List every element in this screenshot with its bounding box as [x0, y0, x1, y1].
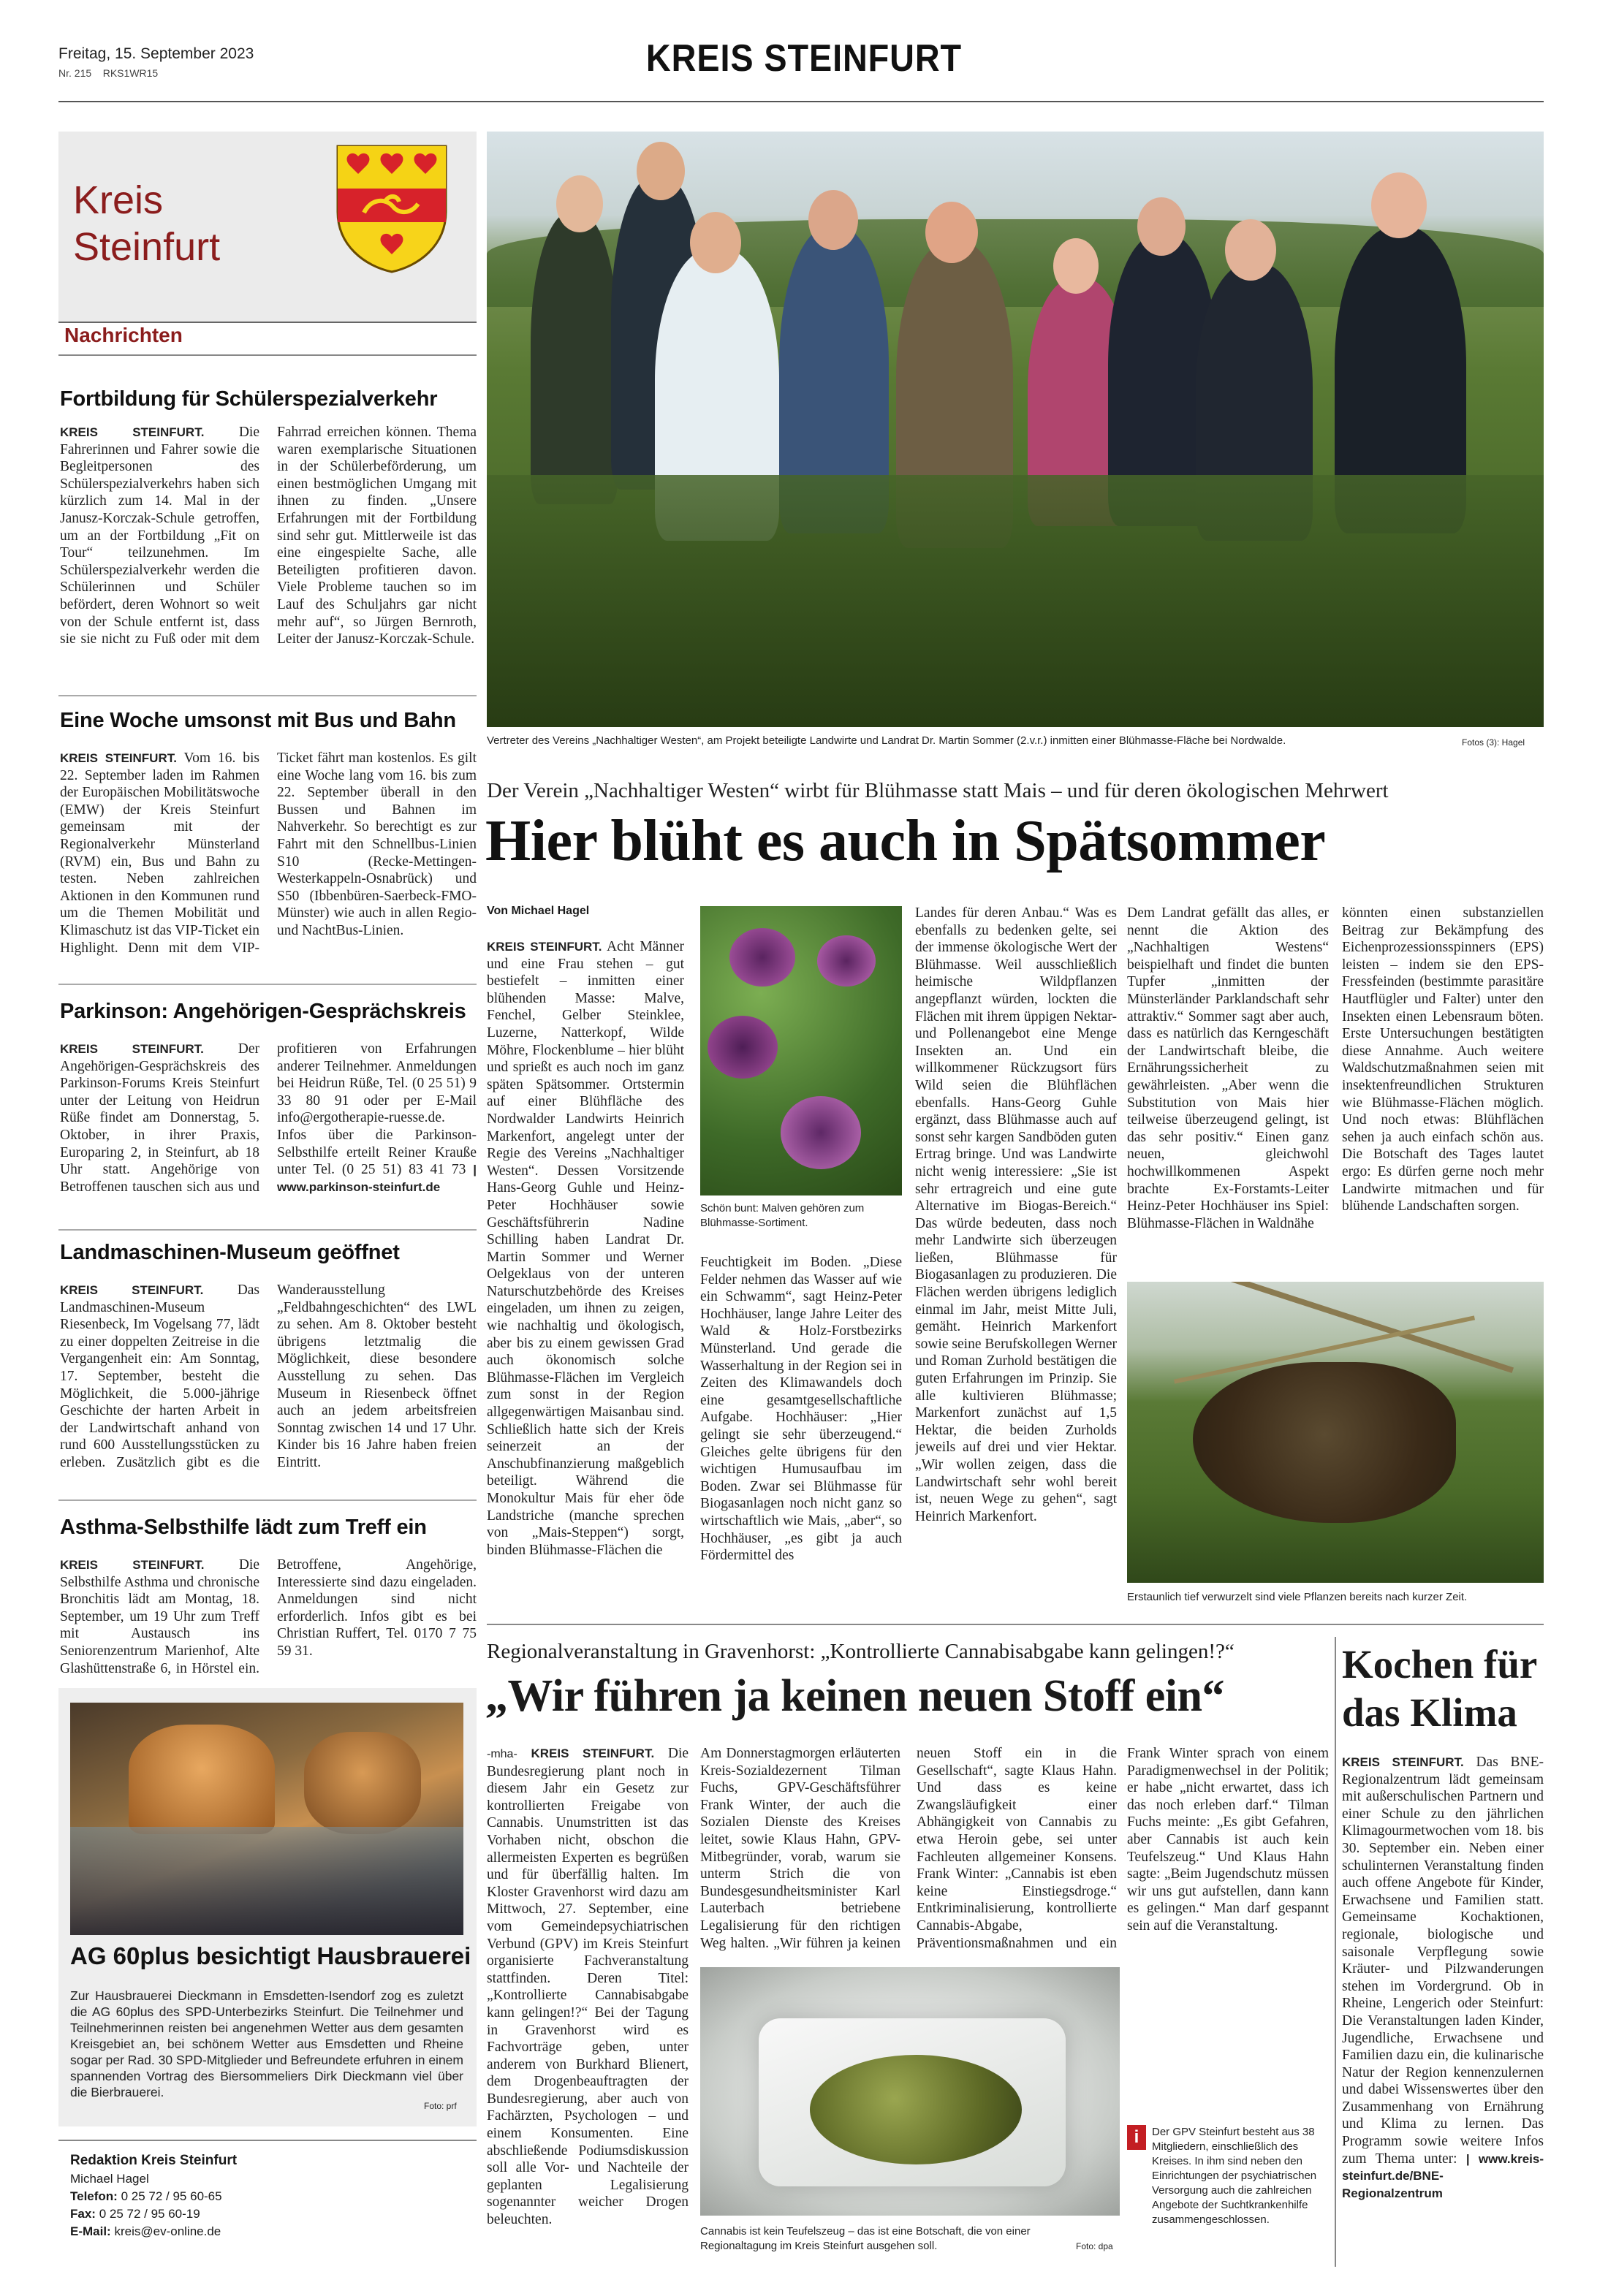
- ag60-body: Zur Hausbrauerei Dieckmann in Emsdetten-Isendorf zog es zuletzt die AG 60plus des SPD-Unterbezirks Steinfurt. Die Teilnehmer und Teilnehmerinnen reisten bei angenehmen Wetter aus dem gesamten Kreisgebiet an, bei schönem Wetter aus Emsdetten und Rheine sogar per Rad. 30 SPD-Mitglieder und Befreundete erfuhren in einem spannenden Vortrag des Biersommeliers Dirk Dieckmann viel über die Bierbrauerei.: [70, 1988, 463, 2099]
- news-body: [60, 750, 477, 976]
- section-title: KREIS STEINFURT: [645, 37, 963, 80]
- news-body: [60, 1556, 477, 1695]
- news-link[interactable]: | www.parkinson-steinfurt.de: [277, 1163, 477, 1194]
- cannabis-col1-text: Die Bundesregierung plant noch in diesem Jahr ein Gesetz zur kontrollierten Freigabe von Cannabis. Unumstritten ist das Vorhaben nicht, obschon die allermeisten Experten es begrüßen und für überfällig halten. Im Kloster Gravenhorst wird dazu am Mittwoch, 27. September, eine vom Gemeindepsychiatrischen Verbund (GPV) im Kreis Steinfurt organisierte Fachveranstaltung stattfinden. Deren Titel: „Kontrollierte Cannabisabgabe kann gelingen!?“ Bei der Tagung in Gravenhorst wird es Fachvorträge geben, unter anderem von Burkhard Blienert, dem Drogenbeauftragten der Bundesregierung, aber auch von Fachärzten, Psychologen – und einem Konsumenten. Eine abschließende Podiumsdiskussion soll alle Vor- und Nachteile der geplanten Legalisierung sogenannter weicher Drogen beleuchten.: [487, 1746, 689, 2228]
- news-divider: [58, 1499, 477, 1501]
- main-col5: könnten einen substanziellen Beitrag zur Bekämpfung des Eichenprozessionsspinners (EPS) leisten – indem sie den EPS-Fressfeinden (bestimmte parasitäre Hautflügler und Falter) unter den Insekten einen Lebensraum böten. Erste Untersuchungen bestätigten diese Annahme. Auch weitere Waldschutzmaßnahmen seien mit insektenfreundlichen Strukturen wie Blühmasse-Flächen möglich. Und noch etwas: Blühflächen sehen ja auch einfach schön aus. Die Botschaft des Tages lautet ergo: Es dürfen gerne noch mehr Landwirte mitmachen und für blühende Landschaften sorgen.: [1342, 905, 1544, 1214]
- info-icon: i: [1127, 2125, 1146, 2150]
- brewery-photo: [70, 1703, 463, 1935]
- news-divider: [58, 984, 477, 985]
- main-headline: Hier blüht es auch in Spätsommer: [485, 809, 1326, 873]
- cannabis-photo-caption: Cannabis ist kein Teufelszeug – das ist eine Botschaft, die von einer Regionaltagung im Kreis Steinfurt ausgehen soll.: [700, 2225, 1031, 2252]
- news-body: [60, 1041, 477, 1232]
- cannabis-author: -mha-: [487, 1748, 517, 1760]
- main-col4: Dem Landrat gefällt das alles, er nennt die Aktion des „Nachhaltigen Westens“ beispielhaft und findet die bunten Tupfer „inmitten der Münsterländer Parklandschaft sehr attraktiv.“ Sommer sagt aber auch, dass es natürlich das Kerngeschäft der Landwirtschaft bleibe, die Ernährungssicherheit zu gewährleisten. „Aber wenn die Substitution von Mais hier teilweise überzeugend gelingt, ist das sehr positiv.“ Einen ganz neuen, gleichwohl hochwillkommenen Aspekt brachte Ex-Forstamts-Leiter Heinz-Peter Hochhäuser ins Spiel: Blühmasse-Flächen in Waldnähe: [1127, 905, 1329, 1231]
- cannabis-kicker: Regionalveranstaltung in Gravenhorst: „Kontrollierte Cannabisabgabe kann gelingen!?“: [487, 1640, 1235, 1663]
- group-photo: [487, 132, 1544, 727]
- news-text: Das Landmaschinen-Museum Riesenbeck, Im Vogelsang 77, lädt zu einer doppelten Zeitreise in die Vergangenheit ein: Am Sonntag, 17. September, besteht die Möglichkeit, die 5.000-jährige Geschichte der harten Arbeit in der Landwirtschaft anhand von rund 600 Ausstellungsstücken zu erleben. Zusätzlich gibt es die Wanderausstellung „Feldbahngeschichten“ des LWL zu sehen. Am 8. Oktober besteht übrigens letztmalig die Möglichkeit, diese besondere Ausstellung zu sehen. Das Museum in Riesenbeck öffnet auch an jedem arbeitsfreien Sonntag zwischen 14 und 17 Uhr. Kinder bis 16 Jahre haben freien Eintritt.: [60, 1282, 477, 1470]
- news-dateline: KREIS STEINFURT.: [60, 751, 177, 765]
- news-body: [60, 1282, 477, 1491]
- info-box: [1127, 2125, 1329, 2254]
- news-text: Die Fahrerinnen und Fahrer sowie die Begleitpersonen des Schülerspezialverkehrs haben sich kürzlich zum 14. Mal in der Janusz-Korczak-Schule getroffen, um an der Fortbildung „Fit on Tour“ teilzunehmen. Im Schülerspezialverkehr werden die Schülerinnen und Schüler befördert, deren Wohnort so weit von der Schule entfernt ist, dass sie sie nicht zu Fuß oder mit dem Fahrrad erreichen können. Thema waren exemplarische Situationen in der Schülerbeförderung, um einen bestmöglichen Umgang mit ihnen zu finden. „Unsere Erfahrungen mit der Fortbildung sind sehr gut. Mittlerweile ist das eine eingespielte Sache, alle Beteiligten profitieren davon. Viele Probleme tauchen so im Lauf des Schuljahrs gar nicht mehr auf“, so Jürgen Bernroth, Leiter der Janusz-Korczak-Schule.: [60, 425, 477, 647]
- klima-link[interactable]: | www.kreis-steinfurt.de/BNE-Regionalzentrum: [1342, 2151, 1544, 2200]
- news-title: Parkinson: Angehörigen-Gesprächskreis: [60, 1000, 466, 1023]
- cannabis-headline: „Wir führen ja keinen neuen Stoff ein“: [485, 1671, 1224, 1721]
- redaktion-email: E-Mail: kreis@ev-online.de: [70, 2224, 221, 2238]
- news-divider: [58, 695, 477, 696]
- main-dateline: KREIS STEINFURT.: [487, 940, 602, 954]
- shield-crest-icon: [335, 143, 449, 275]
- news-dateline: KREIS STEINFURT.: [60, 425, 205, 439]
- cannabis-photo-credit: Foto: dpa: [1076, 2241, 1113, 2251]
- roots-photo: [1127, 1282, 1544, 1583]
- redaktion-phone: Telefon: 0 25 72 / 95 60-65: [70, 2189, 222, 2203]
- news-dateline: KREIS STEINFURT.: [60, 1558, 205, 1572]
- news-title: Eine Woche umsonst mit Bus und Bahn: [60, 709, 456, 732]
- group-photo-credit: Fotos (3): Hagel: [1462, 737, 1525, 748]
- header-date: Freitag, 15. September 2023: [58, 45, 254, 62]
- mallow-caption: Schön bunt: Malven gehören zum Blühmasse-Sortiment.: [700, 1202, 865, 1229]
- main-byline: Von Michael Hagel: [487, 905, 590, 917]
- klima-body: [1342, 1754, 1544, 2236]
- cannabis-col3: Frank Winter sprach von einem Paradigmenwechsel in der Politik; er habe „nicht erwartet, dass ich das noch erleben darf.“ Tilman Fuchs meinte: „Es gibt Gefahren, aber Cannabis ist auch kein Teufelszeug.“ Und Klaus Hahn sagte: „Beim Jugendschutz müssen wir uns gut aufstellen, dann kann es gelingen.“ Man darf gespannt sein auf die Veranstaltung.: [1127, 1746, 1329, 1934]
- news-divider: [58, 1229, 477, 1231]
- redaktion-name: Michael Hagel: [70, 2172, 149, 2186]
- klima-divider: [1335, 1637, 1336, 2267]
- news-title: Fortbildung für Schülerspezialverkehr: [60, 387, 438, 411]
- header-rule: [58, 101, 1544, 102]
- brand-name-line2: Steinfurt: [73, 225, 221, 269]
- klima-headline-line1: Kochen für: [1342, 1642, 1538, 1687]
- klima-text: Das BNE-Regionalzentrum lädt gemeinsam mit außerschulischen Partnern und einer Schule zu den jährlichen Klimagourmetwochen vom 18. bis 30. September ein. Neben einer schulinternen Veranstaltung finden auch offene Angebote für Kinder, Erwachsene und Familien statt. Gemeinsame Kochaktionen, regionale, biologische und saisonale Verpflegung sowie Kräuter- und Pilzwanderungen stehen im Vordergrund. Ob in Rheine, Lengerich oder Steinfurt: Die Veranstaltungen laden Kinder, Jugendliche, Erwachsene und Familien dazu ein, die kulinarische Natur der Region kennenzulernen und dabei Wissenswertes über den Zusammenhang von Ernährung und Klima zu lernen. Das Programm sowie weitere Infos zum Thema unter:: [1342, 1755, 1544, 2167]
- mallow-photo: [700, 906, 902, 1195]
- news-title: Asthma-Selbsthilfe lädt zum Treff ein: [60, 1516, 427, 1539]
- brand-name-line1: Kreis: [73, 178, 164, 222]
- ag60-credit: Foto: prf: [424, 2101, 457, 2111]
- roots-caption: Erstaunlich tief verwurzelt sind viele Pflanzen bereits nach kurzer Zeit.: [1127, 1591, 1468, 1603]
- cannabis-rule: [487, 1624, 1544, 1625]
- section-label: Nachrichten: [64, 324, 183, 346]
- group-photo-caption: Vertreter des Vereins „Nachhaltiger Westen“, am Projekt beteiligte Landwirte und Landrat Dr. Martin Sommer (2.v.r.) inmitten einer Blühmasse-Fläche bei Nordwalde.: [487, 734, 1286, 747]
- cannabis-dateline: KREIS STEINFURT.: [531, 1746, 655, 1760]
- ag60-title: AG 60plus besichtigt Hausbrauerei: [70, 1942, 471, 1969]
- news-text: Die Selbsthilfe Asthma und chronische Bronchitis lädt am Montag, 18. September, um 19 Uhr zum Treff mit Austausch ins Seniorenzentrum Marienhof, Alte Glashüttenstraße 6, in Hörstel ein. Betroffene, Angehörige, Interessierte sind dazu eingeladen. Anmeldungen sind nicht erforderlich. Infos gibt es bei Christian Ruffert, Tel. 0170 7 75 59 31.: [60, 1557, 477, 1676]
- redaktion-rule: [58, 2140, 477, 2141]
- news-dateline: KREIS STEINFURT.: [60, 1042, 204, 1056]
- news-text: Vom 16. bis 22. September laden im Rahmen der Europäischen Mobilitätswoche (EMW) der Kreis Steinfurt gemeinsam mit der Regionalverkehr Münsterland (RVM) ein, Bus und Bahn zu testen. Neben zahlreichen Aktionen in den Kommunen rund um die Themen Mobilität und Klimaschutz ist das VIP-Ticket ein Highlight. Denn mit dem VIP-Ticket fährt man kostenlos. Es gilt eine Woche lang vom 16. bis zum 22. September überall in den Bussen und Bahnen im Nahverkehr. So berechtigt es zur Fahrt mit den Schnellbus-Linien S10 (Recke-Mettingen-Westerkappeln-Osnabrück) und S50 (Ibbenbüren-Saerbeck-FMO-Münster) wie auch in allen Regio- und NachtBus-Linien.: [60, 750, 477, 956]
- main-col1-text: Acht Männer und eine Frau stehen – gut bestiefelt – inmitten einer blühenden Masse: Malve, Fenchel, Gelber Steinklee, Luzerne, Natterkopf, Wilde Möhre, Flockenblume – hier blüht und sprießt es auch noch im ganz späten Spätsommer. Ortstermin auf einer Blühfläche des Nordwalder Landwirts Heinrich Markenfort, angelegt unter der Regie des Vereins „Nachhaltiger Westen“. Dessen Vorsitzende Hans-Georg Guhle und Heinz-Peter Hochhäuser sowie Geschäftsführerin Nadine Schilling haben Landrat Dr. Martin Sommer und Werner Oelgeklaus von der unteren Naturschutzbehörde des Kreises eingeladen, um ihnen zu zeigen, wie nachhaltig und ökologisch, aber bis zu einem gewissen Grad auch ökonomisch solche Blühmasse-Flächen im Vergleich zum sonst in der Region allgegenwärtigen Maisanbau sind. Schließlich hatte sich der Kreis seinerzeit an der Anschubfinanzierung maßgeblich beteiligt. Während die Monokultur Mais für eher öde Landstriche (manche sprechen von „Mais-Steppen“) sorgt, binden Blühmasse-Flächen die: [487, 939, 684, 1558]
- main-col3: Landes für deren Anbau.“ Was es ebenfalls zu bedenken gelte, sei der immense ökologische Wert der Blühmasse. Weil ausschließlich heimische Wildpflanzen angepflanzt würden, lockten die Flächen mit ihrem üppigen Nektar- und Pollenangebot eine Menge Insekten an. Und ein willkommener Rückzugsort fürs Wild seien die Blühflächen ebenfalls. Hans-Georg Guhle ergänzt, dass Blühmasse auch auf sonst sehr kargen Sandböden guten Ertrag bringe. Und was Landwirte nicht wenig interessiere: „Sie ist sehr ertragreich und eine gute Alternative im Biogas-Bereich.“ Das würde bedeuten, dass noch mehr Landwirte sich überzeugen ließen, Blühmasse für Biogasanlagen zu produzieren. Die Flächen werden übrigens lediglich einmal im Jahr, meist Mitte Juli, gemäht. Heinrich Markenfort sowie seine Berufskollegen Werner und Roman Zurhold bestätigen die guten Erfahrungen im Prinzip. Sie alle kultivieren Blühmasse; Markenfort zunächst auf 1,5 Hektar, die beiden Zurholds jeweils auf drei und vier Hektar. „Wir wollen zeigen, dass die Landwirtschaft sehr wohl bereit ist, neuen Wege zu gehen“, sagt Heinrich Markenfort.: [915, 905, 1117, 1524]
- redaktion-title: Redaktion Kreis Steinfurt: [70, 2153, 238, 2168]
- main-kicker: Der Verein „Nachhaltiger Westen“ wirbt für Blühmasse statt Mais – und für deren ökologischen Mehrwert: [487, 779, 1389, 802]
- main-col2: Feuchtigkeit im Boden. „Diese Felder nehmen das Wasser auf wie ein Schwamm“, sagt Heinz-Peter Hochhäuser, lange Jahre Leiter des Wald & Holz-Forstbezirks Münsterland. Und gerade die Wasserhaltung in der Region sei in Zeiten des Klimawandels doch eine gesamtgesellschaftliche Aufgabe. Hochhäuser: „Hier gelingt sie sehr überzeugend.“ Gleiches gelte übrigens für den wichtigen Humusaufbau im Boden. Zwar sei Blühmasse für Biogasanlagen noch nicht ganz so wirtschaftlich wie Mais, „aber“, so Hochhäuser, „es gibt ja auch Fördermittel des: [700, 1255, 902, 1564]
- klima-dateline: KREIS STEINFURT.: [1342, 1755, 1464, 1769]
- edition-code: RKS1WR15: [102, 67, 159, 79]
- cannabis-col2: Am Donnerstagmorgen erläuterten Kreis-Sozialdezernent Tilman Fuchs, GPV-Geschäftsführer Frank Winter, der auch die Sozialen Dienste des Kreises leitet, sowie Klaus Hahn, GPV-Mitbegründer, vorab, warum sie unterm Strich die von Bundesgesundheitsminister Karl Lauterbach betriebene Legalisierung für den richtigen Weg halten. „Wir führen ja keinen neuen Stoff ein in die Gesellschaft“, sagte Klaus Hahn. Und dass es keine Zwangsläufigkeit einer Abhängigkeit von Cannabis zu etwa Heroin gebe, sei unter Fachleuten allgemeiner Konsens. Frank Winter: „Cannabis ist eben keine Einstiegsdroge.“ Entkriminalisierung, kontrollierte Cannabis-Abgabe, Präventionsmaßnahmen und ein: [700, 1746, 1117, 1951]
- redaktion-fax: Fax: 0 25 72 / 95 60-19: [70, 2207, 200, 2221]
- klima-headline-line2: das Klima: [1342, 1690, 1517, 1735]
- news-body: [60, 424, 477, 684]
- brand-box-underline: [58, 322, 477, 323]
- cannabis-col1: [487, 1745, 689, 2257]
- main-col1: [487, 938, 684, 1611]
- section-rule: [58, 354, 477, 356]
- issue-number: Nr. 215: [58, 67, 92, 79]
- news-dateline: KREIS STEINFURT.: [60, 1283, 204, 1297]
- info-text: Der GPV Steinfurt besteht aus 38 Mitgliedern, einschließlich des Kreises. In ihm sind neben den Einrichtungen der psychiatrischen Versorgung auch die zahlreichen Angebote der Suchtkrankenhilfe zusammengeschlossen.: [1152, 2126, 1317, 2226]
- news-title: Landmaschinen-Museum geöffnet: [60, 1241, 400, 1264]
- cannabis-photo: [700, 1967, 1120, 2216]
- news-text: Der Angehörigen-Gesprächskreis des Parkinson-Forums Kreis Steinfurt unter der Leitung von Heidrun Rüße findet am Donnerstag, 5. Oktober, in ihrer Praxis, Europaring 2, in Steinfurt, ab 18 Uhr statt. Angehörige von Betroffenen tauschen sich aus und profitieren von Erfahrungen anderer Teilnehmer. Anmeldungen bei Heidrun Rüße, Tel. (0 25 51) 9 33 80 91 oder per E-Mail info@ergotherapie-ruesse.de. Infos über die Parkinson-Selbsthilfe erteilt Reiner Krauße unter Tel. (0 25 51) 83 41 73: [60, 1041, 477, 1195]
